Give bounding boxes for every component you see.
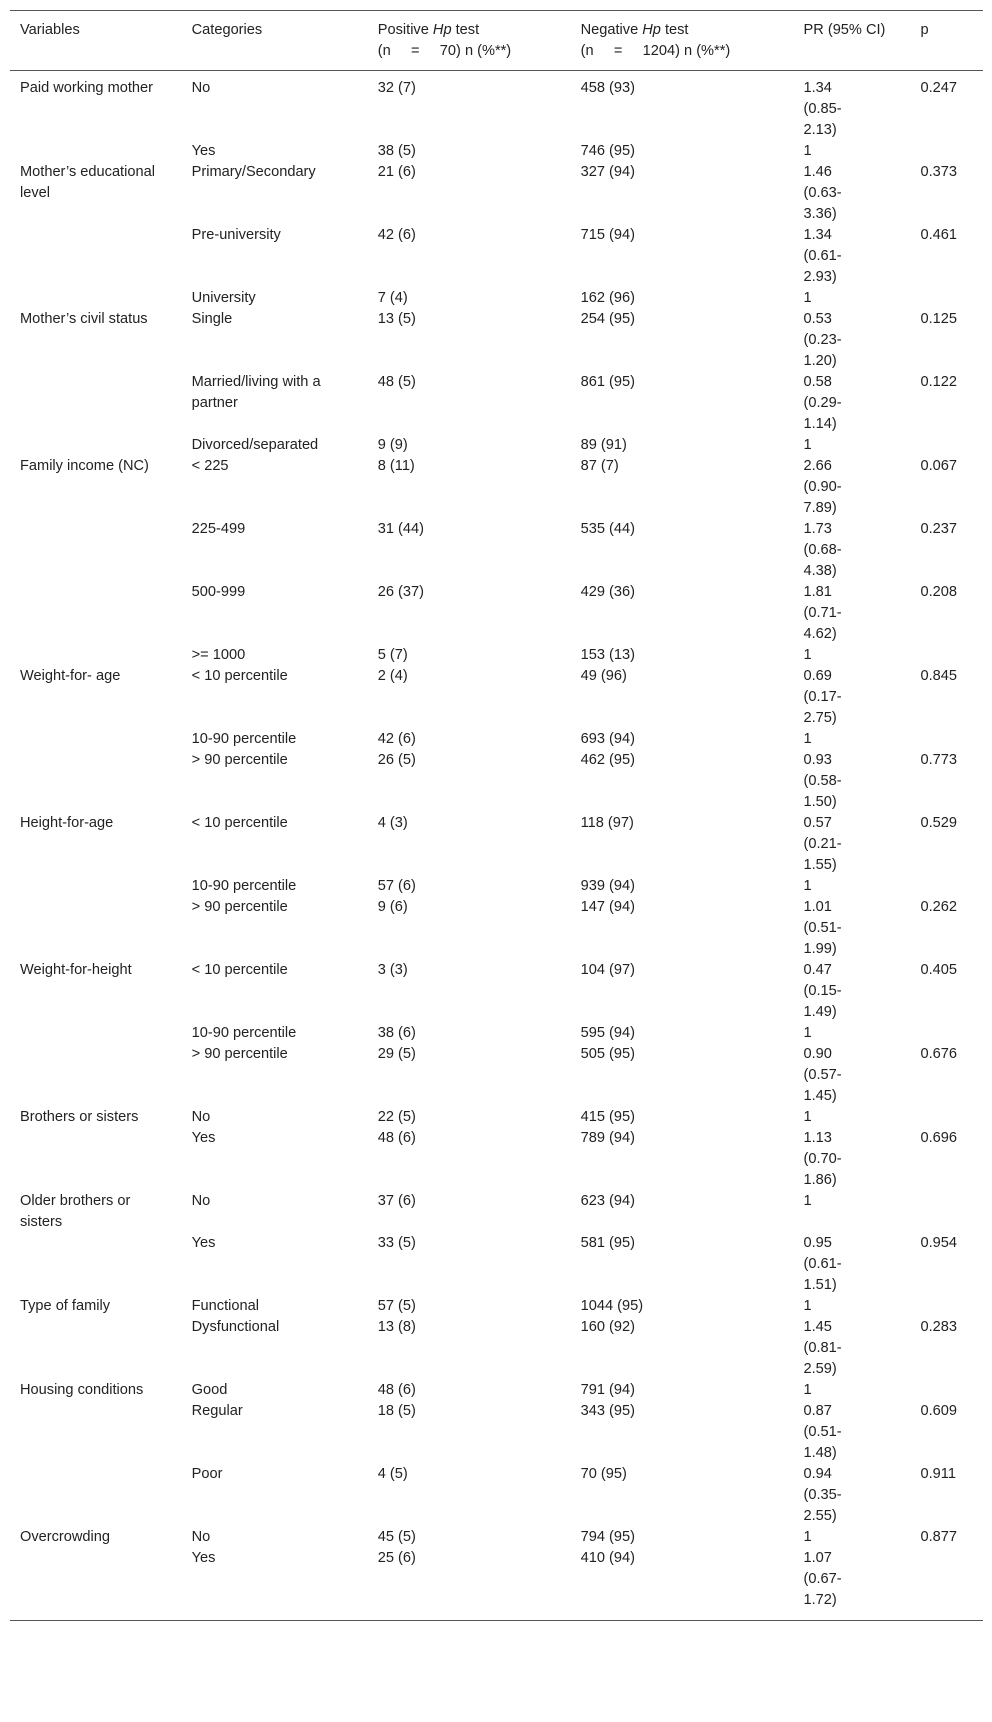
cell-p: 0.237 (920, 521, 958, 537)
cell-p: 0.954 (920, 1235, 958, 1251)
cell-positive: 31 (44) (377, 521, 424, 537)
cell-pr (794, 288, 911, 309)
header-negative-n: (n = 1204) n (%**) (580, 43, 731, 59)
cell-pr (794, 1107, 911, 1128)
table-row (10, 666, 983, 729)
cell-variable: Weight-for- age (20, 668, 121, 684)
pr-value: 1.13 (0.70-1.86) (803, 1130, 842, 1188)
table-body (10, 71, 983, 1621)
table-row (10, 372, 983, 435)
cell-category: < 10 percentile (191, 668, 288, 684)
cell-negative: 462 (95) (580, 752, 635, 768)
cell-pr (794, 519, 911, 582)
cell-p: 0.773 (920, 752, 958, 768)
cell-variable (10, 141, 182, 162)
cell-negative: 104 (97) (580, 962, 635, 978)
table-row (10, 288, 983, 309)
cell-variable (10, 582, 182, 645)
pr-value: 1 (803, 1298, 812, 1314)
cell-p: 0.262 (920, 899, 958, 915)
cell-variable: Type of family (20, 1298, 111, 1314)
cell-category: Dysfunctional (191, 1319, 280, 1335)
cell-variable: Brothers or sisters (20, 1109, 139, 1125)
cell-category: < 10 percentile (191, 815, 288, 831)
cell-pr (794, 162, 911, 225)
cell-p (911, 1191, 983, 1233)
cell-category: Yes (182, 1548, 368, 1621)
pr-value: 0.53 (0.23-1.20) (803, 311, 842, 369)
cell-variable: Mother’s civil status (20, 311, 148, 327)
cell-p: 0.529 (920, 815, 958, 831)
cell-negative: 343 (95) (580, 1403, 635, 1419)
table-row (10, 225, 983, 288)
header-positive-prefix: Positive (377, 22, 433, 38)
cell-pr (794, 435, 911, 456)
pr-value: 1 (803, 143, 812, 159)
cell-variable: Older brothers or sisters (20, 1193, 131, 1230)
cell-positive: 21 (6) (377, 164, 416, 180)
cell-pr (794, 1464, 911, 1527)
cell-p: 0.373 (920, 164, 958, 180)
cell-positive: 37 (6) (377, 1193, 416, 1209)
cell-pr (794, 1023, 911, 1044)
pr-value: 1 (803, 290, 812, 306)
cell-category: 225-499 (191, 521, 246, 537)
cell-negative: 89 (91) (580, 437, 627, 453)
cell-negative: 327 (94) (580, 164, 635, 180)
table-row (10, 162, 983, 225)
cell-positive: 26 (37) (377, 584, 424, 600)
header-positive-suffix: test (451, 22, 480, 38)
pr-value: 1.45 (0.81-2.59) (803, 1319, 842, 1377)
cell-negative: 715 (94) (580, 227, 635, 243)
cell-variable (10, 876, 182, 897)
table-row (10, 1527, 983, 1548)
cell-positive: 7 (4) (377, 290, 408, 306)
pr-value: 1.34 (0.61-2.93) (803, 227, 842, 285)
cell-p (911, 288, 983, 309)
cell-pr (794, 1191, 911, 1233)
cell-p (911, 435, 983, 456)
cell-negative: 693 (94) (580, 731, 635, 747)
cell-category: No (191, 1529, 211, 1545)
cell-pr (794, 750, 911, 813)
cell-variable: Housing conditions (20, 1382, 144, 1398)
cell-p: 0.405 (920, 962, 958, 978)
cell-negative: 1044 (95) (580, 1298, 644, 1314)
pr-value: 1 (803, 1529, 812, 1545)
table-row (10, 897, 983, 960)
cell-negative: 254 (95) (580, 311, 635, 327)
pr-value: 1.34 (0.85-2.13) (803, 80, 842, 138)
cell-positive: 42 (6) (377, 731, 416, 747)
cell-negative: 162 (96) (580, 290, 635, 306)
header-negative-suffix: test (660, 22, 689, 38)
pr-value: 1 (803, 437, 812, 453)
table-row (10, 519, 983, 582)
cell-pr (794, 1233, 911, 1296)
cell-p: 0.877 (920, 1529, 958, 1545)
cell-negative: 87 (7) (580, 458, 619, 474)
cell-p: 0.609 (920, 1403, 958, 1419)
header-categories: Categories (182, 11, 368, 71)
cell-variable: Height-for-age (20, 815, 114, 831)
pr-value: 0.47 (0.15-1.49) (803, 962, 842, 1020)
cell-p: 0.676 (920, 1046, 958, 1062)
header-positive-test (368, 11, 571, 71)
table-row (10, 71, 983, 142)
pr-value: 1.01 (0.51-1.99) (803, 899, 842, 957)
cell-variable (10, 372, 182, 435)
cell-category: > 90 percentile (191, 1046, 288, 1062)
cell-positive: 48 (6) (377, 1382, 416, 1398)
table-row (10, 1128, 983, 1191)
cell-negative: 410 (94) (571, 1548, 794, 1621)
cell-category: < 10 percentile (191, 962, 288, 978)
cell-p: 0.208 (920, 584, 958, 600)
cell-variable (10, 1128, 182, 1191)
cell-pr (794, 582, 911, 645)
cell-p: 0.845 (920, 668, 958, 684)
cell-positive: 9 (6) (377, 899, 408, 915)
header-variables: Variables (10, 11, 182, 71)
pr-value: 1 (803, 731, 812, 747)
pr-value: 1 (803, 1109, 812, 1125)
cell-negative: 535 (44) (580, 521, 635, 537)
header-negative-prefix: Negative (580, 22, 643, 38)
cell-variable (10, 750, 182, 813)
table-row (10, 1296, 983, 1317)
header-pr: PR (95% CI) (794, 11, 911, 71)
cell-p (911, 1023, 983, 1044)
cell-variable (10, 645, 182, 666)
pr-value: 0.58 (0.29-1.14) (803, 374, 842, 432)
table-row (10, 1317, 983, 1380)
cell-positive: 45 (5) (377, 1529, 416, 1545)
cell-category: No (191, 1193, 211, 1209)
cell-positive: 48 (5) (377, 374, 416, 390)
cell-pr (794, 666, 911, 729)
cell-positive: 32 (7) (377, 80, 416, 96)
cell-positive: 13 (5) (377, 311, 416, 327)
table-row (10, 645, 983, 666)
cell-pr (794, 1317, 911, 1380)
cell-positive: 8 (11) (377, 458, 415, 474)
pr-value: 1.46 (0.63-3.36) (803, 164, 842, 222)
pr-value: 1.81 (0.71-4.62) (803, 584, 842, 642)
cell-p (911, 1107, 983, 1128)
pr-value: 0.90 (0.57-1.45) (803, 1046, 842, 1104)
header-p: p (911, 11, 983, 71)
cell-positive: 38 (5) (377, 143, 416, 159)
cell-negative: 49 (96) (580, 668, 627, 684)
table-row (10, 582, 983, 645)
cell-p: 0.122 (920, 374, 958, 390)
cell-positive: 3 (3) (377, 962, 408, 978)
table-row (10, 141, 983, 162)
table-row (10, 813, 983, 876)
cell-category: > 90 percentile (191, 899, 288, 915)
table-row (10, 960, 983, 1023)
cell-category: Yes (191, 1235, 216, 1251)
pr-value: 1 (803, 1193, 812, 1209)
cell-pr (794, 897, 911, 960)
cell-negative: 153 (13) (580, 647, 635, 663)
cell-category: >= 1000 (191, 647, 246, 663)
results-table (10, 10, 983, 1621)
table-row (10, 1401, 983, 1464)
cell-p (911, 1548, 983, 1621)
cell-p: 0.461 (920, 227, 958, 243)
pr-value: 0.87 (0.51-1.48) (803, 1403, 842, 1461)
cell-positive: 42 (6) (377, 227, 416, 243)
cell-category: Yes (191, 143, 216, 159)
cell-p (911, 1296, 983, 1317)
header-row (10, 11, 983, 71)
table-row (10, 1023, 983, 1044)
cell-pr (794, 1128, 911, 1191)
cell-p (911, 645, 983, 666)
cell-variable (10, 435, 182, 456)
cell-variable (10, 1044, 182, 1107)
cell-positive: 57 (5) (377, 1298, 416, 1314)
cell-negative: 791 (94) (580, 1382, 635, 1398)
cell-category: Yes (191, 1130, 216, 1146)
pr-value: 0.93 (0.58-1.50) (803, 752, 842, 810)
pr-value: 0.95 (0.61-1.51) (803, 1235, 842, 1293)
cell-category: 10-90 percentile (191, 1025, 297, 1041)
cell-category: Functional (191, 1298, 259, 1314)
cell-pr (794, 141, 911, 162)
cell-pr (794, 1527, 911, 1548)
table-header (10, 11, 983, 71)
cell-pr (794, 309, 911, 372)
cell-variable (10, 1023, 182, 1044)
cell-positive: 5 (7) (377, 647, 408, 663)
cell-variable (10, 1464, 182, 1527)
cell-positive: 9 (9) (377, 437, 408, 453)
pr-value: 1.07 (0.67-1.72) (803, 1550, 842, 1608)
cell-p: 0.067 (920, 458, 958, 474)
cell-category: Primary/Secondary (191, 164, 316, 180)
pr-value: 1 (803, 878, 812, 894)
cell-p (911, 729, 983, 750)
cell-negative: 429 (36) (580, 584, 635, 600)
cell-pr (794, 1296, 911, 1317)
cell-positive: 2 (4) (377, 668, 408, 684)
cell-pr (794, 1401, 911, 1464)
cell-variable (10, 897, 182, 960)
cell-category: 10-90 percentile (191, 878, 297, 894)
cell-negative: 581 (95) (580, 1235, 635, 1251)
cell-p (911, 876, 983, 897)
table-row (10, 1464, 983, 1527)
table-row (10, 750, 983, 813)
cell-positive: 18 (5) (377, 1403, 416, 1419)
cell-pr (794, 960, 911, 1023)
cell-positive: 25 (6) (368, 1548, 571, 1621)
cell-positive: 13 (8) (377, 1319, 416, 1335)
cell-pr (794, 372, 911, 435)
table-row (10, 309, 983, 372)
cell-variable: Paid working mother (20, 80, 154, 96)
table-row (10, 1191, 983, 1233)
pr-value: 1 (803, 1382, 812, 1398)
cell-category: No (191, 1109, 211, 1125)
cell-negative: 70 (95) (580, 1466, 627, 1482)
cell-pr (794, 729, 911, 750)
table-row (10, 876, 983, 897)
cell-pr (794, 645, 911, 666)
header-positive-n: (n = 70) n (%**) (377, 43, 512, 59)
cell-category: University (191, 290, 256, 306)
cell-category: Divorced/separated (191, 437, 319, 453)
cell-category: No (191, 80, 211, 96)
cell-variable (10, 1233, 182, 1296)
header-negative-hp: Hp (642, 22, 661, 38)
pr-value: 1.73 (0.68-4.38) (803, 521, 842, 579)
cell-pr (794, 71, 911, 142)
cell-category: Pre-university (191, 227, 281, 243)
cell-negative: 789 (94) (580, 1130, 635, 1146)
cell-variable: Family income (NC) (20, 458, 149, 474)
cell-negative: 623 (94) (580, 1193, 635, 1209)
cell-variable (10, 519, 182, 582)
cell-pr (794, 1380, 911, 1401)
cell-category: Regular (191, 1403, 243, 1419)
cell-variable (10, 1317, 182, 1380)
cell-variable (10, 288, 182, 309)
header-positive-hp: Hp (432, 22, 452, 38)
cell-p: 0.283 (920, 1319, 958, 1335)
cell-positive: 22 (5) (377, 1109, 416, 1125)
cell-negative: 147 (94) (580, 899, 635, 915)
cell-pr (794, 876, 911, 897)
cell-variable (10, 1401, 182, 1464)
pr-value: 1 (803, 647, 812, 663)
pr-value: 0.69 (0.17-2.75) (803, 668, 842, 726)
cell-category: Married/living with a partner (191, 374, 321, 411)
cell-negative: 415 (95) (580, 1109, 635, 1125)
cell-variable: Overcrowding (20, 1529, 111, 1545)
cell-positive: 38 (6) (377, 1025, 416, 1041)
table-row (10, 1548, 983, 1621)
cell-p: 0.911 (920, 1466, 956, 1482)
pr-value: 1 (803, 1025, 812, 1041)
cell-positive: 33 (5) (377, 1235, 416, 1251)
cell-category: Single (191, 311, 233, 327)
cell-category: < 225 (191, 458, 229, 474)
table-row (10, 729, 983, 750)
cell-category: Poor (191, 1466, 223, 1482)
cell-p: 0.247 (920, 80, 958, 96)
cell-pr (794, 1548, 911, 1621)
cell-positive: 57 (6) (377, 878, 416, 894)
cell-category: Good (191, 1382, 228, 1398)
cell-negative: 861 (95) (580, 374, 635, 390)
cell-negative: 746 (95) (580, 143, 635, 159)
cell-pr (794, 456, 911, 519)
cell-p: 0.696 (920, 1130, 958, 1146)
cell-variable (10, 1548, 182, 1621)
cell-pr (794, 1044, 911, 1107)
cell-positive: 48 (6) (377, 1130, 416, 1146)
cell-negative: 505 (95) (580, 1046, 635, 1062)
cell-negative: 458 (93) (580, 80, 635, 96)
pr-value: 2.66 (0.90-7.89) (803, 458, 842, 516)
cell-p: 0.125 (920, 311, 958, 327)
cell-variable (10, 729, 182, 750)
table-row (10, 1044, 983, 1107)
header-negative-test (571, 11, 794, 71)
cell-pr (794, 813, 911, 876)
table-row (10, 435, 983, 456)
cell-negative: 595 (94) (580, 1025, 635, 1041)
cell-variable (10, 225, 182, 288)
cell-positive: 4 (3) (377, 815, 408, 831)
table-row (10, 1107, 983, 1128)
cell-p (911, 141, 983, 162)
cell-negative: 118 (97) (580, 815, 634, 831)
cell-negative: 160 (92) (580, 1319, 635, 1335)
pr-value: 0.57 (0.21-1.55) (803, 815, 842, 873)
cell-negative: 794 (95) (580, 1529, 635, 1545)
cell-pr (794, 225, 911, 288)
cell-variable: Weight-for-height (20, 962, 132, 978)
cell-category: 10-90 percentile (191, 731, 297, 747)
cell-variable: Mother’s educational level (20, 164, 155, 201)
table-row (10, 1380, 983, 1401)
cell-positive: 26 (5) (377, 752, 416, 768)
table-row (10, 456, 983, 519)
cell-positive: 29 (5) (377, 1046, 416, 1062)
cell-positive: 4 (5) (377, 1466, 408, 1482)
cell-category: 500-999 (191, 584, 246, 600)
cell-p (911, 1380, 983, 1401)
table-row (10, 1233, 983, 1296)
pr-value: 0.94 (0.35-2.55) (803, 1466, 842, 1524)
cell-negative: 939 (94) (580, 878, 635, 894)
cell-category: > 90 percentile (191, 752, 288, 768)
